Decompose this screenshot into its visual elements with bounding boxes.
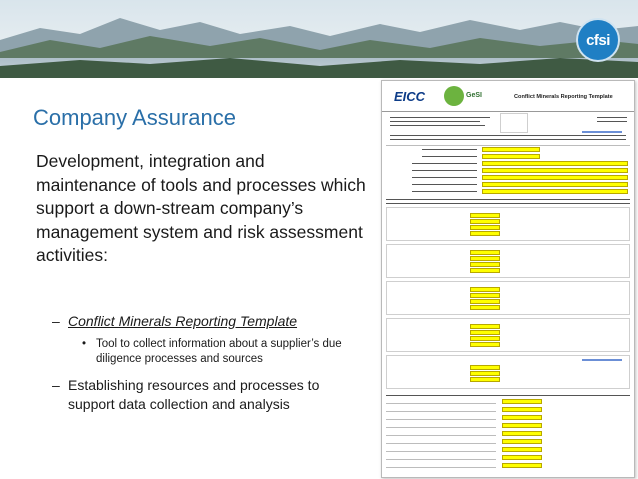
doc-question-block [386,244,630,278]
doc-yellow-field [470,305,500,310]
doc-question-block [386,318,630,352]
doc-yellow-field [470,324,500,329]
logo-text: cfsi [586,31,610,49]
doc-yellow-field [470,231,500,236]
doc-link-line [582,359,622,361]
slide-body-text: Development, integration and maintenance of tools and processes which support a down-stream company’s management system and risk assessment activities: [36,151,366,265]
bullet-dot: • [82,338,87,350]
doc-yellow-field [470,293,500,298]
gesi-logo-icon [444,86,464,106]
doc-rule [386,451,496,452]
doc-rule [386,459,496,460]
doc-text-line [412,177,477,178]
doc-text-line [422,156,477,157]
doc-text-line [390,125,485,126]
doc-yellow-field [502,431,542,436]
doc-yellow-field [470,299,500,304]
doc-yellow-field [482,189,628,194]
doc-rule [386,435,496,436]
doc-yellow-field [470,250,500,255]
doc-yellow-field [482,168,628,173]
doc-text-line [390,121,480,122]
doc-yellow-field [502,463,542,468]
doc-yellow-field [502,447,542,452]
doc-yellow-field [502,407,542,412]
bullet-dash: – [52,377,60,393]
slide-title: Company Assurance [33,105,236,130]
landscape-image [0,0,638,78]
eicc-logo: EICC [394,89,426,104]
doc-text-line [386,395,630,396]
reporting-template-thumbnail [381,80,635,478]
doc-text-line [597,117,627,118]
doc-question-block [386,207,630,241]
doc-yellow-field [470,371,500,376]
doc-yellow-field [470,225,500,230]
doc-rule [386,467,496,468]
doc-rule [386,419,496,420]
doc-text-line [390,135,626,136]
bullet-resources-text: Establishing resources and processes to support data collection and analysis [68,377,320,412]
bullet-resources [52,376,372,414]
doc-yellow-field [470,219,500,224]
doc-rule [386,411,496,412]
doc-yellow-field [470,268,500,273]
doc-text-line [412,163,477,164]
doc-yellow-field [502,439,542,444]
mountain-lake-banner [0,0,638,78]
doc-rule [386,443,496,444]
doc-rule [386,403,496,404]
doc-yellow-field [470,365,500,370]
sub-bullet-tool [82,337,372,367]
doc-yellow-field [482,182,628,187]
doc-yellow-field [470,213,500,218]
template-link[interactable]: Conflict Minerals Reporting Template [68,313,298,329]
doc-yellow-field [502,399,542,404]
doc-yellow-field [470,330,500,335]
doc-rule [386,145,630,146]
doc-yellow-field [470,287,500,292]
doc-yellow-field [470,262,500,267]
doc-text-line [597,121,627,122]
doc-text-line [422,149,477,150]
doc-question-block [386,281,630,315]
cfsi-logo [576,18,620,62]
sub-bullet-text: Tool to collect information about a supplier’s due diligence processes and sources [96,338,342,365]
doc-link-line [582,131,622,133]
doc-yellow-field [482,161,628,166]
bullet-dash: – [52,313,60,329]
doc-text-line [390,139,626,140]
doc-yellow-field [482,175,628,180]
doc-text-line [386,203,630,204]
doc-text-line [386,199,630,200]
doc-yellow-field [482,147,540,152]
doc-rule [386,427,496,428]
doc-title: Conflict Minerals Reporting Template [514,94,613,100]
gesi-logo-text: GeSI [466,92,482,99]
doc-text-line [412,184,477,185]
doc-header [382,81,634,112]
doc-yellow-field [502,455,542,460]
doc-text-line [412,170,477,171]
doc-yellow-field [470,342,500,347]
doc-logo-box [500,113,528,133]
doc-yellow-field [470,336,500,341]
doc-yellow-field [470,377,500,382]
doc-yellow-field [470,256,500,261]
doc-text-line [390,117,490,118]
doc-text-line [412,191,477,192]
doc-yellow-field [502,415,542,420]
doc-yellow-field [482,154,540,159]
bullet-reporting-template [52,313,297,329]
doc-yellow-field [502,423,542,428]
